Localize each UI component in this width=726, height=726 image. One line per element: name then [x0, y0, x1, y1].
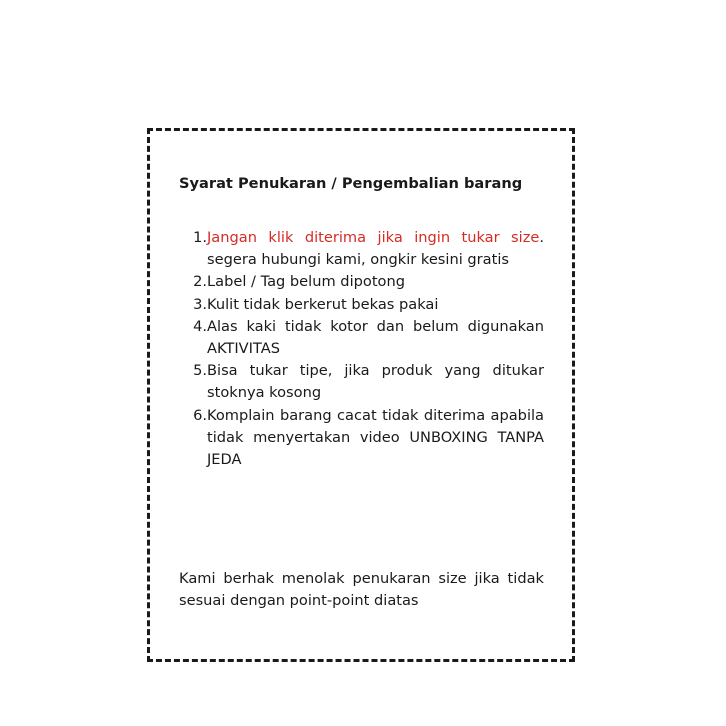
rule-rest: . segera hubungi kami, ongkir kesini gratis: [207, 229, 544, 269]
rule-text: Kulit tidak berkerut bekas pakai: [207, 295, 439, 313]
rule-text: Alas kaki tidak kotor dan belum digunakan AKTIVITAS: [207, 317, 544, 358]
rules-list: [180, 227, 544, 471]
rule-highlight: Jangan klik diterima jika ingin tukar size: [207, 229, 540, 246]
rule-item: [180, 271, 544, 293]
rule-item: [180, 227, 544, 271]
rule-text: Label / Tag belum dipotong: [207, 273, 405, 291]
rule-number: 4.: [193, 317, 207, 335]
page-title: Syarat Penukaran / Pengembalian barang: [179, 175, 523, 192]
rule-number: 5.: [193, 362, 207, 380]
rule-item: [180, 405, 544, 472]
rule-text: [207, 227, 544, 271]
rule-text: Bisa tukar tipe, jika produk yang ditukar stoknya kosong: [207, 362, 544, 402]
terms-card: [147, 128, 575, 662]
footer-note: Kami berhak menolak penukaran size jika tidak sesuai dengan point-point diatas: [179, 570, 544, 610]
rule-number: 3.: [193, 295, 207, 313]
rule-item: [180, 316, 544, 360]
rule-item: [180, 294, 544, 316]
rule-text: Komplain barang cacat tidak diterima apabila tidak menyertakan video UNBOXING TANPA JEDA: [207, 406, 544, 469]
rule-item: [180, 360, 544, 404]
rule-number: 1.: [193, 229, 207, 246]
rule-number: 6.: [193, 406, 207, 424]
rule-number: 2.: [193, 273, 207, 291]
